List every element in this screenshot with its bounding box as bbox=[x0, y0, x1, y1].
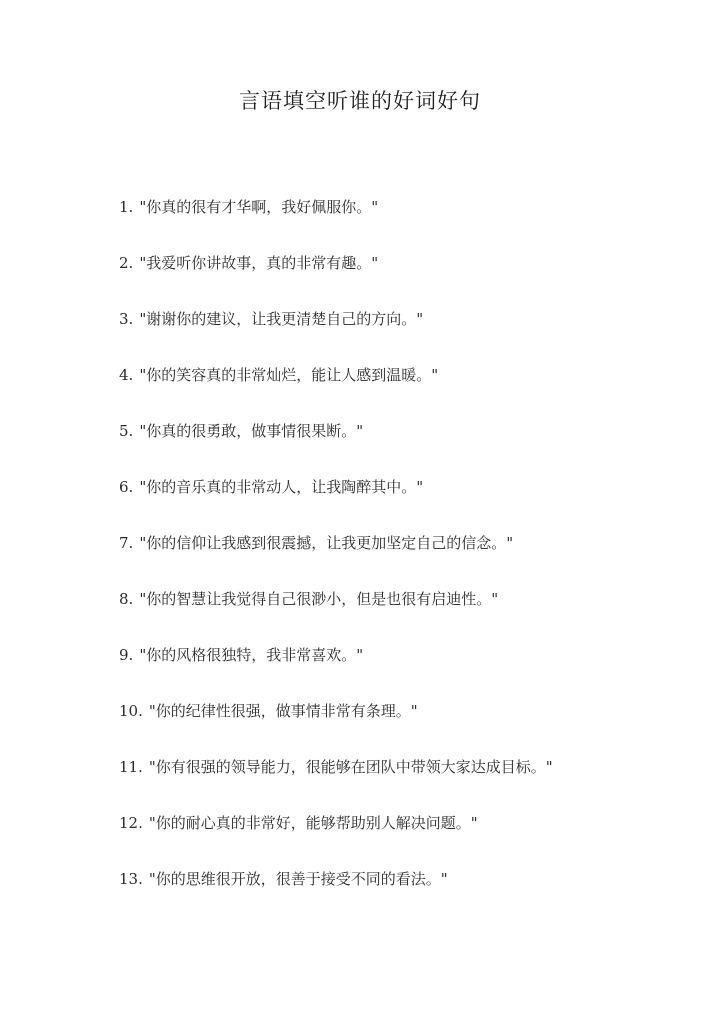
item-text: "我爱听你讲故事，真的非常有趣。" bbox=[139, 254, 379, 272]
item-text: "你真的很有才华啊，我好佩服你。" bbox=[139, 198, 379, 216]
item-number: 10. bbox=[119, 702, 143, 720]
item-text: "你的音乐真的非常动人，让我陶醉其中。" bbox=[139, 478, 424, 496]
list-item bbox=[119, 251, 699, 307]
item-number: 11. bbox=[119, 758, 143, 776]
item-text: "你的纪律性很强，做事情非常有条理。" bbox=[148, 702, 418, 720]
item-text: "你的思维很开放，很善于接受不同的看法。" bbox=[148, 870, 448, 888]
list-item bbox=[119, 363, 699, 419]
item-text: "你有很强的领导能力，很能够在团队中带领大家达成目标。" bbox=[148, 758, 553, 776]
list-item bbox=[119, 419, 699, 475]
item-number: 1. bbox=[119, 198, 134, 216]
list-item bbox=[119, 587, 699, 643]
item-text: "谢谢你的建议，让我更清楚自己的方向。" bbox=[139, 310, 424, 328]
list-item bbox=[119, 643, 699, 699]
item-number: 4. bbox=[119, 366, 134, 384]
item-text: "你的信仰让我感到很震撼，让我更加坚定自己的信念。" bbox=[139, 534, 514, 552]
list-item bbox=[119, 867, 699, 923]
list-item bbox=[119, 811, 699, 867]
item-number: 6. bbox=[119, 478, 134, 496]
item-text: "你的风格很独特，我非常喜欢。" bbox=[139, 646, 364, 664]
item-text: "你的耐心真的非常好，能够帮助别人解决问题。" bbox=[148, 814, 478, 832]
list-item bbox=[119, 531, 699, 587]
item-number: 8. bbox=[119, 590, 134, 608]
item-number: 5. bbox=[119, 422, 134, 440]
item-number: 3. bbox=[119, 310, 134, 328]
page-title: 言语填空听谁的好词好句 bbox=[239, 89, 481, 113]
item-number: 7. bbox=[119, 534, 134, 552]
item-number: 12. bbox=[119, 814, 143, 832]
item-text: "你的笑容真的非常灿烂，能让人感到温暖。" bbox=[139, 366, 439, 384]
item-text: "你真的很勇敢，做事情很果断。" bbox=[139, 422, 364, 440]
phrase-list bbox=[119, 195, 699, 923]
list-item bbox=[119, 195, 699, 251]
item-text: "你的智慧让我觉得自己很渺小，但是也很有启迪性。" bbox=[139, 590, 499, 608]
item-number: 2. bbox=[119, 254, 134, 272]
list-item bbox=[119, 307, 699, 363]
list-item bbox=[119, 475, 699, 531]
list-item bbox=[119, 699, 699, 755]
item-number: 9. bbox=[119, 646, 134, 664]
item-number: 13. bbox=[119, 870, 143, 888]
list-item bbox=[119, 755, 699, 811]
